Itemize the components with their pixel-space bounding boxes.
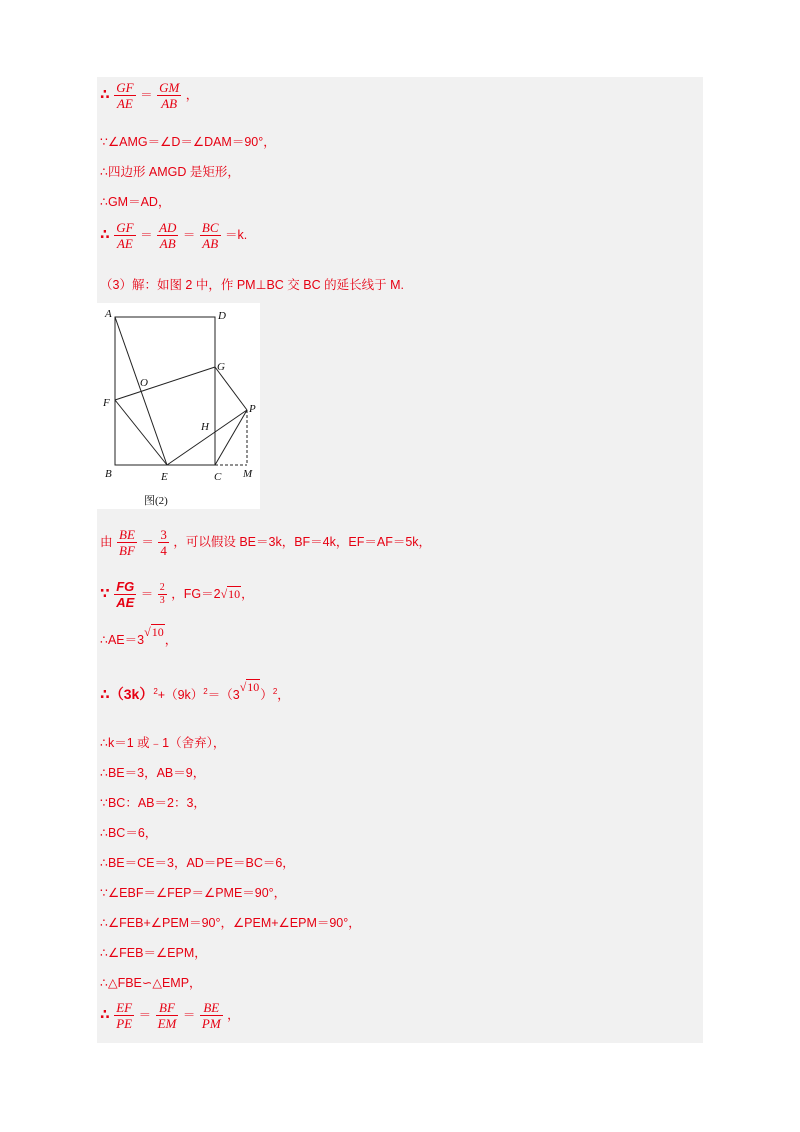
line-15: ∴BE＝CE＝3，AD＝PE＝BC＝6， [100, 856, 295, 870]
fraction-be-bf: $\frac{BE}{BF}$ [119, 527, 135, 558]
line-11: ∴k＝1 或﹣1（舍弃）， [100, 736, 226, 750]
line-4: ∴GM＝AD， [100, 195, 171, 209]
label-g: G [217, 361, 225, 373]
sqrt-10: √10 [144, 625, 164, 639]
label-p: P [249, 403, 256, 415]
label-o: O [140, 377, 148, 389]
label-d: D [218, 310, 226, 322]
segment-fe [115, 400, 167, 465]
line-14: ∴BC＝6， [100, 826, 158, 840]
figure-caption: 图(2) [144, 495, 168, 507]
line-16: ∵∠EBF＝∠FEP＝∠PME＝90°， [100, 886, 287, 900]
label-e: E [161, 471, 168, 483]
fraction-fg-ae: $\frac{FG}{AE}$ [116, 579, 135, 610]
fraction-bc-ab: $\frac{BC}{AB}$ [201, 220, 219, 251]
fraction-ef-pe: $\frac{EF}{PE}$ [116, 1000, 133, 1031]
fraction-ad-ab: $\frac{AD}{AB}$ [159, 220, 177, 251]
segment-ep [167, 410, 247, 465]
segment-gp [215, 367, 247, 410]
fraction-gf-ae: $\frac{GF}{AE}$ [116, 80, 134, 111]
line-2: ∵∠AMG＝∠D＝∠DAM＝90°， [100, 135, 276, 149]
line-1: ∴ $\frac{GF}{AE}$ ＝ $\frac{GM}{AB}$ ， [100, 80, 199, 111]
label-h: H [201, 421, 209, 433]
label-c: C [214, 471, 222, 483]
fraction-3-4: $\frac{3}{4}$ [160, 527, 167, 558]
line-7: 由 $\frac{BE}{BF}$ ＝ $\frac{3}{4}$ ，可以假设 BE＝3k，BF＝4k，EF＝AF＝5k， [100, 527, 432, 558]
fraction-gm-ab: $\frac{GM}{AB}$ [159, 80, 180, 111]
fraction-gf-ae: $\frac{GF}{AE}$ [116, 220, 134, 251]
line-6: （3）解：如图 2 中，作 PM⊥BC 交 BC 的延长线于 M. [100, 278, 404, 292]
line-17: ∴∠FEB+∠PEM＝90°，∠PEM+∠EPM＝90°， [100, 916, 361, 930]
line-5: ∴ $\frac{GF}{AE}$ ＝ $\frac{AD}{AB}$ ＝ $\frac{BC}{AB}$ ＝k. [100, 220, 248, 251]
segment-fg [115, 367, 215, 400]
figure-diagram [97, 303, 260, 509]
label-b: B [105, 468, 112, 480]
line-9: ∴AE＝3√10， [100, 625, 178, 647]
label-m: M [243, 468, 253, 480]
line-13: ∵BC：AB＝2：3， [100, 796, 206, 810]
line-19: ∴△FBE∽△EMP， [100, 976, 202, 990]
fraction-be-pm: $\frac{BE}{PM}$ [201, 1000, 221, 1031]
sqrt-10: √10 [220, 586, 241, 601]
label-a: A [105, 308, 112, 320]
sqrt-10: √10 [239, 680, 260, 694]
line-10: $\therefore(3k)^2+(9k)^2=(3√10)^2$， [100, 680, 290, 702]
line-8: ∵ $\frac{FG}{AE}$ ＝ $\frac{2}{3}$ ，FG＝2√10， [100, 579, 254, 610]
fraction-2-3: $\frac{2}{3}$ [159, 582, 165, 606]
line-18: ∴∠FEB＝∠EPM， [100, 946, 207, 960]
geometry-figure [97, 303, 260, 509]
line-12: ∴BE＝3，AB＝9， [100, 766, 206, 780]
line-20: ∴ $\frac{EF}{PE}$ ＝ $\frac{BF}{EM}$ ＝ $\frac{BE}{PM}$ ， [100, 1000, 240, 1031]
line-3: ∴四边形 AMGD 是矩形， [100, 165, 240, 179]
label-f: F [103, 397, 110, 409]
segment-cp [215, 410, 247, 465]
fraction-bf-em: $\frac{BF}{EM}$ [157, 1000, 177, 1031]
